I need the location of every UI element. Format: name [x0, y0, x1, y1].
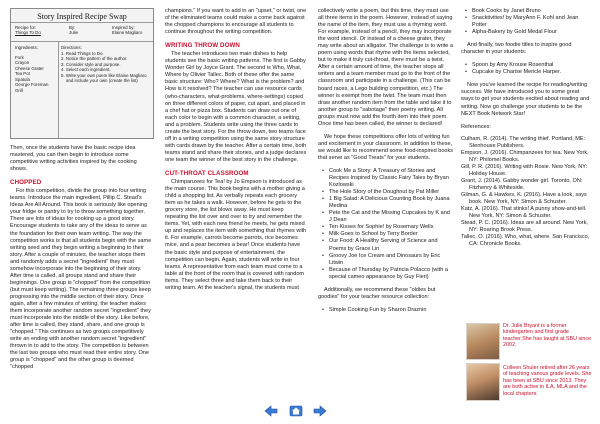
book-list-item: • Because of Thursday by Patricia Polacco (with a special cameo appearance by Guy Fieri)	[322, 267, 454, 281]
direction-step: 1. Read Things to Do.	[61, 50, 104, 56]
recipe-card-title: Story Inspired Recipe Swap	[11, 9, 153, 23]
recipe-inspired-label: Inspired by:	[112, 25, 135, 30]
arrow-left-icon[interactable]	[264, 404, 278, 416]
card-divider	[58, 42, 59, 138]
recipe-for	[15, 25, 41, 35]
column-1	[10, 8, 154, 377]
author-bio-julie: Dr. Julie Bryant is a former kindergarten and first grade teacher.She has taught at SBU since 2002.	[503, 323, 592, 349]
oldies-list-item: • Simple Cooking Fun by Sharon Draznin	[322, 307, 454, 314]
book-list-item: • Pete the Cat and the Missing Cupcakes by K and J Dean	[322, 210, 454, 224]
direction-step: 4. Select each ingredient.	[61, 67, 111, 72]
references-label: References:	[461, 123, 491, 130]
direction-step: 3. Consider style and purpose.	[61, 61, 121, 67]
ingredient-item: Cheese Grater	[15, 65, 44, 71]
reference-item: Gill, P. R. (2016). Writing with Rosie. New York, NY: Holiday House.	[461, 163, 588, 177]
character-book-item: • Spoon by Amy Krouse Rosenthal	[465, 62, 591, 69]
book-list-item: • Ten Kisses for Sophie! by Rosemary Wells	[322, 224, 454, 231]
chopped-paragraph: For this competition, divide the group into four writing teams. Introduce the main ingredient, Pillip C. Stead's Ideas Are All Around. This book is seriously like opening your fridge or pantry to try to throw something together. There are lots of ideas for cooking up a good story. Encourage students to take any of the ideas to serve as the foundation for their own team writing. The way the competition works is that all students begin with the same writing seed and they begin writing a beginning to their story. After a couple of minutes, the teacher stops them and randomly adds a secret "ingredient" they must somehow incorporate into the beginning of their story. After time is called, all groups stand and share their beginnings. One group is "chopped" from the competition (but must keep writing). The remaining three groups keep progressing into the middle section of their story. Once again, after a few minutes of writing, the teacher makes them incorporate another random secret "ingredient" they must incorporate into the middle of the story. Like before, after time is called, they stand, share, and one group is "chopped." This continues as two groups competitively write an ending with another random secret "ingredient" thrown in to add to the story. The competition is between the last two groups who must read their entire story. One group is "chopped" and the other group is deemed "chopped	[10, 188, 152, 371]
recommend-paragraph: We hope these competitions offer lots of writing fun and excitement in your classroom. In addition to these, we would like to recommend some food-inspired books that serve as "Good Treats" for your students.	[318, 133, 454, 161]
cut-throat-continued: collectively write a poem, but this time, they must use all three items in the poem. However, instead of saying the name of the item, they must use a rhyming word. For example, instead of a pencil, they may incorporate the word stencil. Or instead of a cheese grater, they may write about an alligator. The challenge is to write a poem using words that rhyme with the items selected, but to make it truly cut-throat, there must be a twist. After a certain amount of time, the teacher stops all writers and a team member must go to the front of the classroom and participate in a challenge. (This can be board races, a Lego building competition, etc.) The winner is exempt from the twist. The team must then draw another random item from the table and take it to another group to "sabotage" their poetry writing. All groups must now add the fourth item into their poem. Once time has been called, the winner is declared!	[318, 8, 453, 127]
book-list-item: • Cook Me a Story: A Treasury of Stories and Recipes Inspired by Classic Fairy Tales by Bryan Kozlowski	[322, 168, 454, 189]
directions	[61, 45, 151, 84]
column-2	[165, 8, 307, 298]
ingredients-label: Ingredients:	[15, 45, 38, 50]
closing-paragraph: Now you've learned the recipe for reading/writing success. We have introduced you to some great ways to get your students excited about reading and writing. Now go challenge your students to be the NEXT Book Network Star!	[461, 82, 590, 117]
book-list-item: • The Hole Story of the Doughnut by Pat Miller	[322, 189, 454, 196]
ingredient-item: Fork	[15, 54, 24, 60]
column-3	[318, 8, 454, 320]
character-book-item: • Cupcake by Charise Mericle Harper.	[465, 69, 591, 76]
recipe-by-value: Julie	[69, 30, 79, 36]
reference-item: Katz, A. (2016). That stinks! A punny show-and-tell. New York, NY: Simon & Schuster.	[461, 206, 587, 220]
oldies-paragraph: Additionally, we recommend these "oldies but goodies" for your teacher resource collection:	[318, 286, 436, 300]
recipe-inspired-value: Elaine Magliaro	[112, 30, 143, 36]
book-list-item: • Groovy Joe Ice Cream and Dinosaurs by Eric Litwin	[322, 253, 454, 267]
home-icon[interactable]	[289, 404, 303, 416]
cut-throat-heading: CUT-THROAT CLASSROOM	[165, 169, 249, 177]
reference-item: Empson, J. (2016). Chimpanzees for tea. New York, NY: Philomel Books.	[461, 149, 589, 163]
book-list	[322, 168, 454, 281]
ingredient-item: Spatula	[15, 76, 30, 82]
character-paragraph: And finally, two foodie titles to inspire good character in your students:	[461, 42, 572, 56]
author-photo-colleen	[466, 363, 500, 401]
reference-item: Tallec, O. (2016). Who, what, where. San Francisco, CA: Chronicle Books.	[461, 234, 590, 248]
intro-paragraph: Then, once the students have the basic recipe idea mastered, you can then begin to introduce some competitive writing activities inspired by the cooking shows.	[10, 145, 137, 173]
book-list-item: • Our Food: A Healthy Serving of Science and Poems by Grace Lin	[322, 238, 454, 252]
recipe-for-label: Recipe for:	[15, 25, 37, 30]
writing-throwdown-heading: WRITING THROW DOWN	[165, 42, 241, 50]
recipe-by-label: By:	[69, 25, 76, 30]
reference-item: Gilman, G. & Hawkes, K. (2016). Have a look, says book. New York, NY: Simon & Schuster.	[461, 192, 587, 206]
directions-label: Directions:	[61, 45, 82, 50]
recipe-card-body	[11, 42, 153, 138]
oldies-list-continued	[465, 8, 591, 36]
writing-throwdown-paragraph: The teacher introduces two main dishes to help students see the basic writing patterns. The first is Gabby Wonder Girl by Joyce Grant. The second is Who, What, Where by Olivier Tallec. Both of these offer the same basic structure: Who? Where? What is the problem? and How is it resolved? The teacher can use resource cards (who-characters, what-problems, where-settings) copied on three different colors of paper, cut apart, and placed in a chef hat or pizza box. Students can draw out one of each color to begin with a common character, a setting, and a problem. Students write using the three cards to create the best story. For the throw down, two teams face off in a writing competition using the same story structure with cards drawn by the teacher. After a certain time, both teams stand and share their stories, and a judge declares one team the winner of the best story in the challenge.	[165, 51, 307, 163]
recipe-card	[10, 8, 154, 139]
column-4	[461, 8, 591, 248]
recipe-by	[69, 25, 78, 35]
ingredients	[15, 45, 57, 93]
ingredient-item: George Foreman Grill	[15, 82, 49, 93]
arrow-right-icon[interactable]	[313, 404, 327, 416]
recipe-inspired	[112, 25, 142, 35]
reference-item: Stead, P. C. (2016). Ideas are all around. New York, NY: Roaring Brook Press.	[461, 220, 588, 234]
chopped-continued: champions." If you want to add in an "upset," or twist, one of the eliminated teams could make a come back against the chopped champions to encourage all students to continue throughout the writing competition.	[165, 8, 307, 36]
book-list-item: • Milk Goes to School by Terry Border	[322, 231, 454, 238]
character-book-list	[465, 62, 591, 76]
reference-item: Culham, R. (2014). The writing thief. Portland, ME: Stenhouse Publishers.	[461, 135, 586, 149]
references-list	[461, 136, 591, 249]
ingredient-item: Tea Pot	[15, 71, 30, 76]
author-bio-colleen: Colleen Shuler retired after 26 years of teaching various grade levels. She has been at SBU since 2013. They are both active in ILA, MLA and the local chapters.	[503, 365, 592, 397]
oldies-list-item: • Alpha-Bakery by Gold Medal Flour	[465, 29, 591, 36]
direction-step: 5. Write your own poem like Elaine Magliaro and include your own (create the list)	[61, 72, 147, 83]
recipe-card-meta	[11, 23, 153, 42]
cut-throat-paragraph: Chimpanzees for Tea! by Jo Empson is introduced as the main course. This book begins with a mother giving a child a shopping list. As verbally repeats each grocery item as he takes a walk. However, before he gets to the grocery store, the list blows away. He must keep repeating the list over and over to try and remember the items. Yet, with each new friend he meets, he gets mixed up and replaces the item with something that rhymes with it. For example, carrots become parrots, rice becomes mice, and a pear becomes a bear! Once students have the basic style and purpose of entertainment, the competition can begin. Again, students will write in four teams. A representative from each team must come to a table at the front of the room that is covered with random items. They select three and take them back to their writing team. At the teacher's signal, the students must	[165, 179, 307, 291]
reference-item: Grant, J. (2014). Gabby wonder girl. Toronto, ON: Fitzhenry & Whiteside.	[461, 177, 583, 191]
oldies-list	[322, 307, 454, 314]
recipe-for-value: Things To Do	[15, 30, 41, 36]
author-photo-julie	[466, 323, 500, 360]
chopped-heading: CHOPPED	[10, 179, 42, 187]
oldies-list-item: • Book Cooks by Janet Bruno	[465, 8, 591, 15]
ingredient-item: Crayon	[15, 60, 30, 65]
oldies-list-item: • Snacktivities! by MaryAnn F. Kohl and Jean Potter	[465, 15, 591, 29]
direction-step: 2. Notice the pattern of the author.	[61, 56, 128, 61]
book-list-item: • 1 Big Salad: A Delicious Counting Book by Juana Medina	[322, 196, 454, 210]
